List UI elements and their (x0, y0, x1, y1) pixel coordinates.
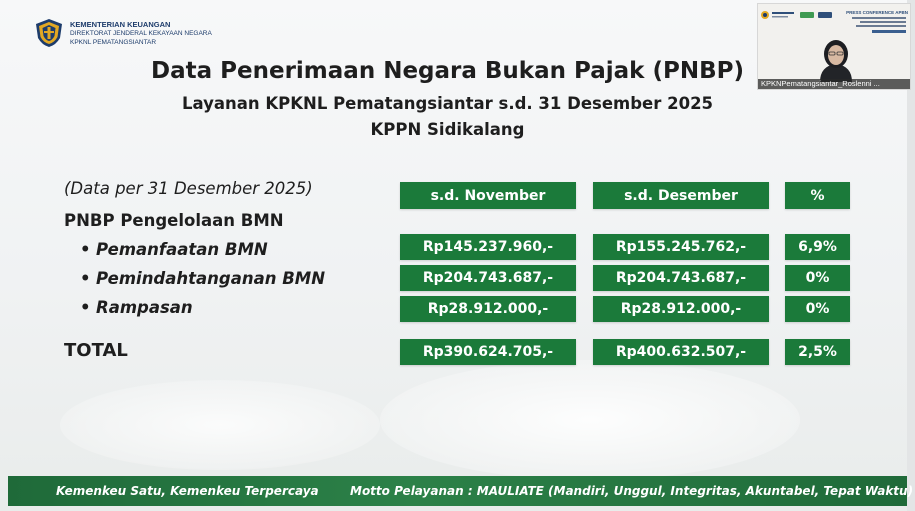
webcam-slide-title: PRESS CONFERENCE APBN (846, 10, 908, 15)
cell-desember: Rp155.245.762,- (593, 234, 769, 260)
cell-november: Rp28.912.000,- (400, 296, 576, 322)
total-label: TOTAL (64, 340, 128, 361)
logo-office: KPKNL PEMATANGSIANTAR (70, 38, 157, 46)
row-label (80, 298, 193, 317)
category-label: PNBP Pengelolaan BMN (64, 211, 284, 230)
data-date-note: (Data per 31 Desember 2025) (64, 179, 313, 198)
kemenkeu-emblem-icon (34, 18, 64, 48)
logo-directorate: DIREKTORAT JENDERAL KEKAYAAN NEGARA (70, 29, 212, 37)
header-desember: s.d. Desember (593, 182, 769, 209)
background-cloud (380, 360, 800, 480)
footer-motto: Motto Pelayanan : MAULIATE (Mandiri, Unggul, Integritas, Akuntabel, Tepat Waktu) (350, 484, 914, 498)
cell-percent: 6,9% (785, 234, 850, 260)
header-percent: % (785, 182, 850, 209)
total-desember: Rp400.632.507,- (593, 339, 769, 365)
total-november: Rp390.624.705,- (400, 339, 576, 365)
cell-desember: Rp28.912.000,- (593, 296, 769, 322)
presenter-video-icon (806, 32, 866, 82)
row-label-text: Pemanfaatan BMN (96, 240, 268, 259)
bullet-icon: • (80, 269, 91, 288)
footer-bar (8, 476, 914, 506)
slide-subtitle: Layanan KPKNL Pematangsiantar s.d. 31 Desember 2025 (181, 94, 714, 113)
background-cloud (60, 380, 380, 470)
cell-percent: 0% (785, 296, 850, 322)
cell-desember: Rp204.743.687,- (593, 265, 769, 291)
logo-text (70, 20, 212, 47)
slide-office: KPPN Sidikalang (370, 120, 525, 139)
total-percent: 2,5% (785, 339, 850, 365)
row-label (80, 240, 268, 259)
row-label-text: Pemindahtanganan BMN (96, 269, 326, 288)
header-november: s.d. November (400, 182, 576, 209)
cell-percent: 0% (785, 265, 850, 291)
footer-slogan: Kemenkeu Satu, Kemenkeu Terpercaya (56, 484, 319, 498)
kemenkeu-logo (34, 18, 212, 48)
row-label (80, 269, 325, 288)
slide-title: Data Penerimaan Negara Bukan Pajak (PNBP) (151, 58, 744, 84)
participant-name: KPKNPematangsiantar_Roslenni ... (758, 79, 910, 89)
bullet-icon: • (80, 298, 91, 317)
row-label-text: Rampasan (96, 298, 193, 317)
logo-ministry: KEMENTERIAN KEUANGAN (70, 19, 171, 29)
bullet-icon: • (80, 240, 91, 259)
cell-november: Rp204.743.687,- (400, 265, 576, 291)
webcam-tile[interactable] (757, 3, 911, 90)
cell-november: Rp145.237.960,- (400, 234, 576, 260)
